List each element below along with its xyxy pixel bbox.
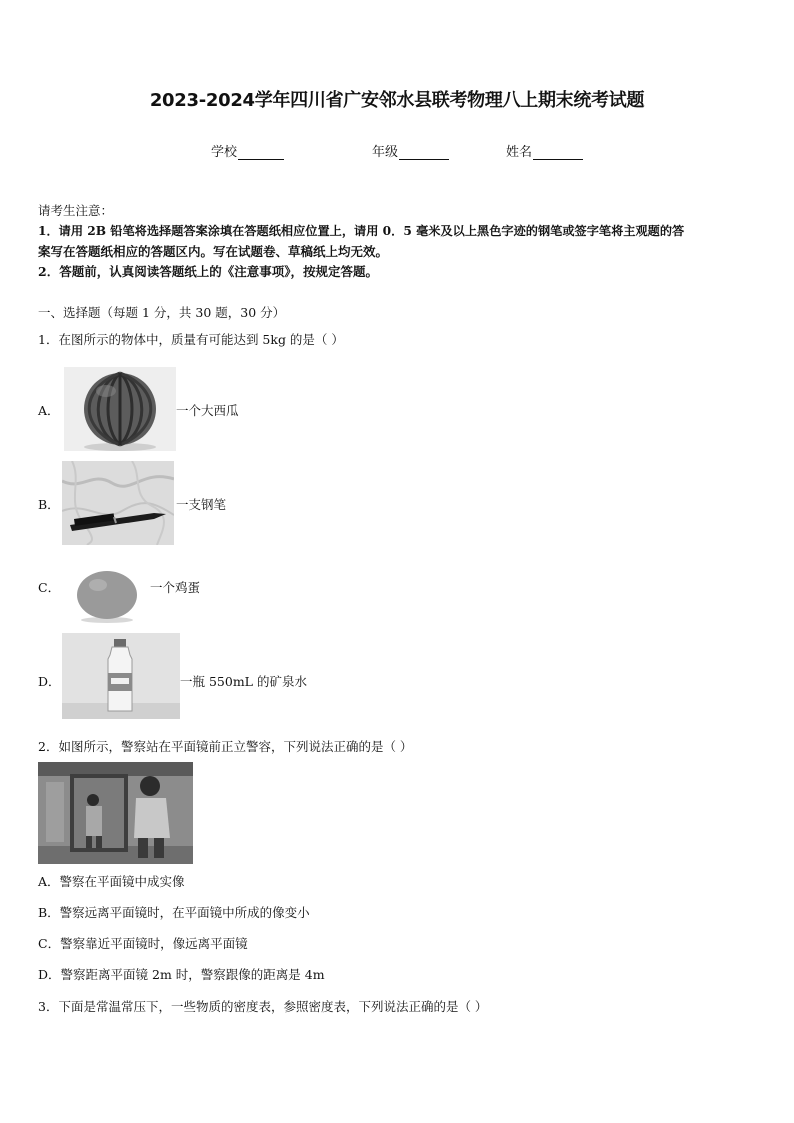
q1-option-c-text: 一个鸡蛋 [150,580,201,595]
question-2-stem: 2．如图所示，警察站在平面镜前正立警容，下列说法正确的是（ ） [38,739,413,754]
grade-label: 年级 [372,145,399,160]
q1-option-c-label[interactable]: C． [38,580,61,595]
notice-item-1-line-2: 案写在答题纸相应的答题区内。写在试题卷、草稿纸上均无效。 [38,244,389,259]
q1-option-d-text: 一瓶 550mL 的矿泉水 [180,674,307,689]
school-field [211,141,284,160]
school-label: 学校 [211,145,238,160]
pen-image [62,461,174,545]
water-bottle-image [62,633,180,719]
q2-option-d[interactable]: D．警察距离平面镜 2m 时，警察跟像的距离是 4m [38,967,325,982]
q1-option-a-label[interactable]: A． [38,403,60,418]
section-heading: 一、选择题（每题 1 分，共 30 题，30 分） [38,305,286,320]
name-blank[interactable] [533,147,583,160]
q2-option-a[interactable]: A．警察在平面镜中成实像 [38,874,185,889]
name-label: 姓名 [506,145,533,160]
q2-option-c[interactable]: C．警察靠近平面镜时，像远离平面镜 [38,936,248,951]
question-3-stem: 3．下面是常温常压下，一些物质的密度表，参照密度表，下列说法正确的是（ ） [38,999,488,1014]
egg-image [74,569,140,623]
q1-option-b-text: 一支钢笔 [176,497,227,512]
notice-heading: 请考生注意： [38,203,114,218]
q1-option-d-label[interactable]: D． [38,674,61,689]
name-field [506,141,583,160]
q1-option-a-text: 一个大西瓜 [176,403,239,418]
police-mirror-image [38,762,193,864]
question-1-stem: 1．在图所示的物体中，质量有可能达到 5kg 的是（ ） [38,332,344,347]
grade-blank[interactable] [399,147,449,160]
notice-item-1-line-1: 1．请用 2B 铅笔将选择题答案涂填在答题纸相应位置上，请用 0．5 毫米及以上黑色字迹的钢笔或签字笔将主观题的答 [38,224,685,238]
q2-option-b[interactable]: B．警察远离平面镜时，在平面镜中所成的像变小 [38,905,310,920]
school-blank[interactable] [238,147,284,160]
notice-item-2: 2．答题前，认真阅读答题纸上的《注意事项》，按规定答题。 [38,264,378,279]
document-title: 2023-2024学年四川省广安邻水县联考物理八上期末统考试题 [149,90,645,111]
q1-option-b-label[interactable]: B． [38,497,60,512]
grade-field [372,141,449,160]
watermelon-image [64,367,176,451]
